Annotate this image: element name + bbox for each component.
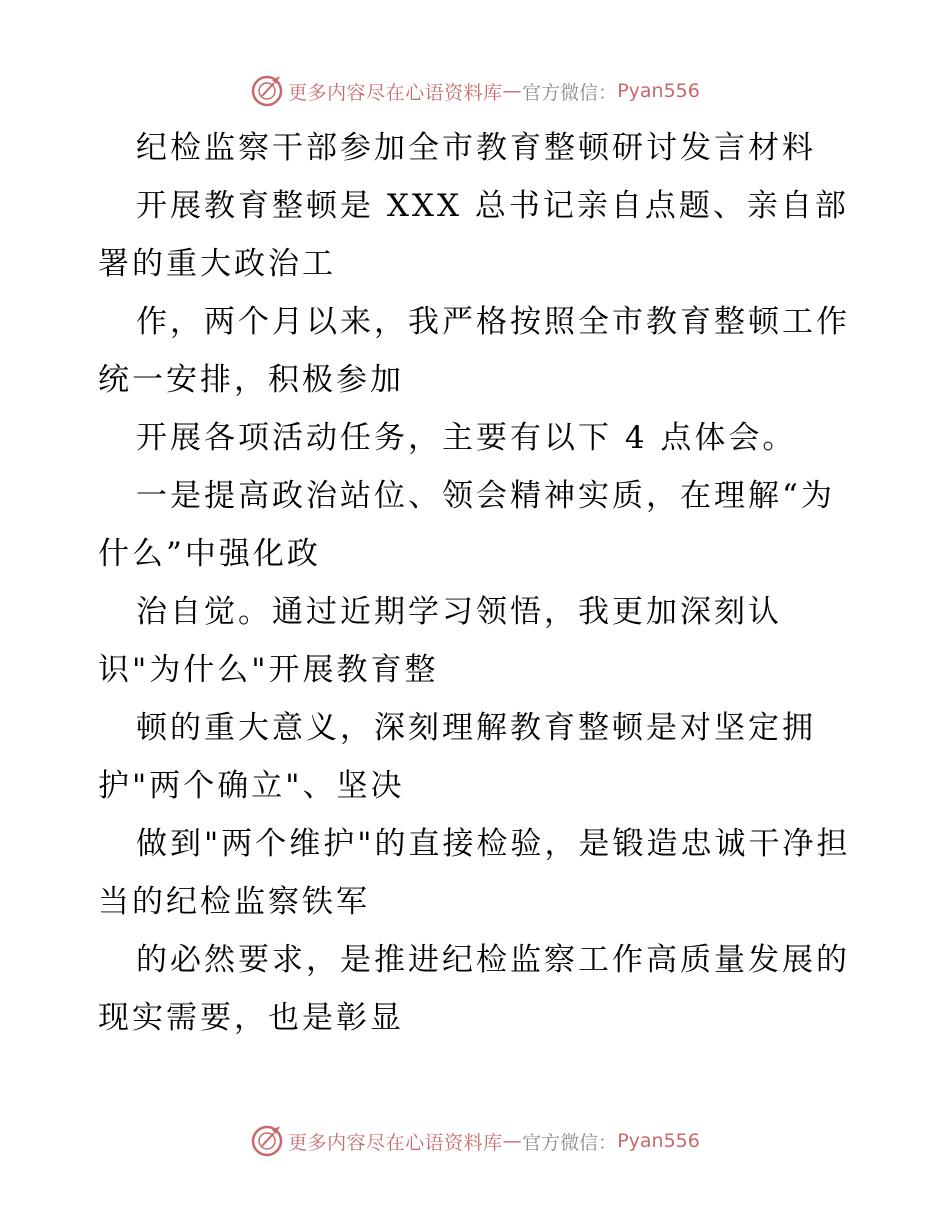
paragraph-line: 作，两个月以来，我严格按照全市教育整顿工作 [136, 304, 850, 340]
banner-wechat-label: 官方微信： [522, 81, 618, 104]
paragraph-line: 顿的重大意义，深刻理解教育整顿是对坚定拥 [136, 710, 816, 746]
paragraph-line: 识"为什么"开展教育整 [98, 652, 439, 688]
pen-logo-icon [250, 74, 284, 108]
paragraph-line: 什么”中强化政 [98, 536, 321, 572]
paragraph-line: 开展各项活动任务，主要有以下 4 点体会。 [136, 420, 797, 456]
banner-separator: — [502, 80, 523, 102]
banner-account: Pyan556 [617, 80, 700, 102]
banner-text: 更多内容尽在心语资料库 [288, 1131, 503, 1154]
footer-banner [0, 1121, 950, 1161]
document-title: 纪检监察干部参加全市教育整顿研讨发言材料 [136, 130, 816, 166]
paragraph-line: 现实需要，也是彰显 [98, 1000, 404, 1036]
paragraph-line: 治自觉。通过近期学习领悟，我更加深刻认 [136, 594, 782, 630]
paragraph-line: 当的纪检监察铁军 [98, 884, 370, 920]
paragraph-line: 署的重大政治工 [98, 246, 336, 282]
paragraph-line: 开展教育整顿是 XXX 总书记亲自点题、亲自部 [136, 188, 849, 224]
banner-text: 更多内容尽在心语资料库 [288, 81, 503, 104]
banner-account: Pyan556 [617, 1130, 700, 1152]
paragraph-line: 做到"两个维护"的直接检验，是锻造忠诚干净担 [136, 826, 851, 862]
banner-separator: — [502, 1130, 523, 1152]
pen-logo-icon [250, 1124, 284, 1158]
paragraph-line: 的必然要求，是推进纪检监察工作高质量发展的 [136, 942, 850, 978]
banner-wechat-label: 官方微信： [522, 1131, 618, 1154]
paragraph-line: 统一安排，积极参加 [98, 362, 404, 398]
header-banner [0, 71, 950, 111]
paragraph-line: 一是提高政治站位、领会精神实质，在理解“为 [136, 478, 835, 514]
paragraph-line: 护"两个确立"、坚决 [98, 768, 405, 804]
